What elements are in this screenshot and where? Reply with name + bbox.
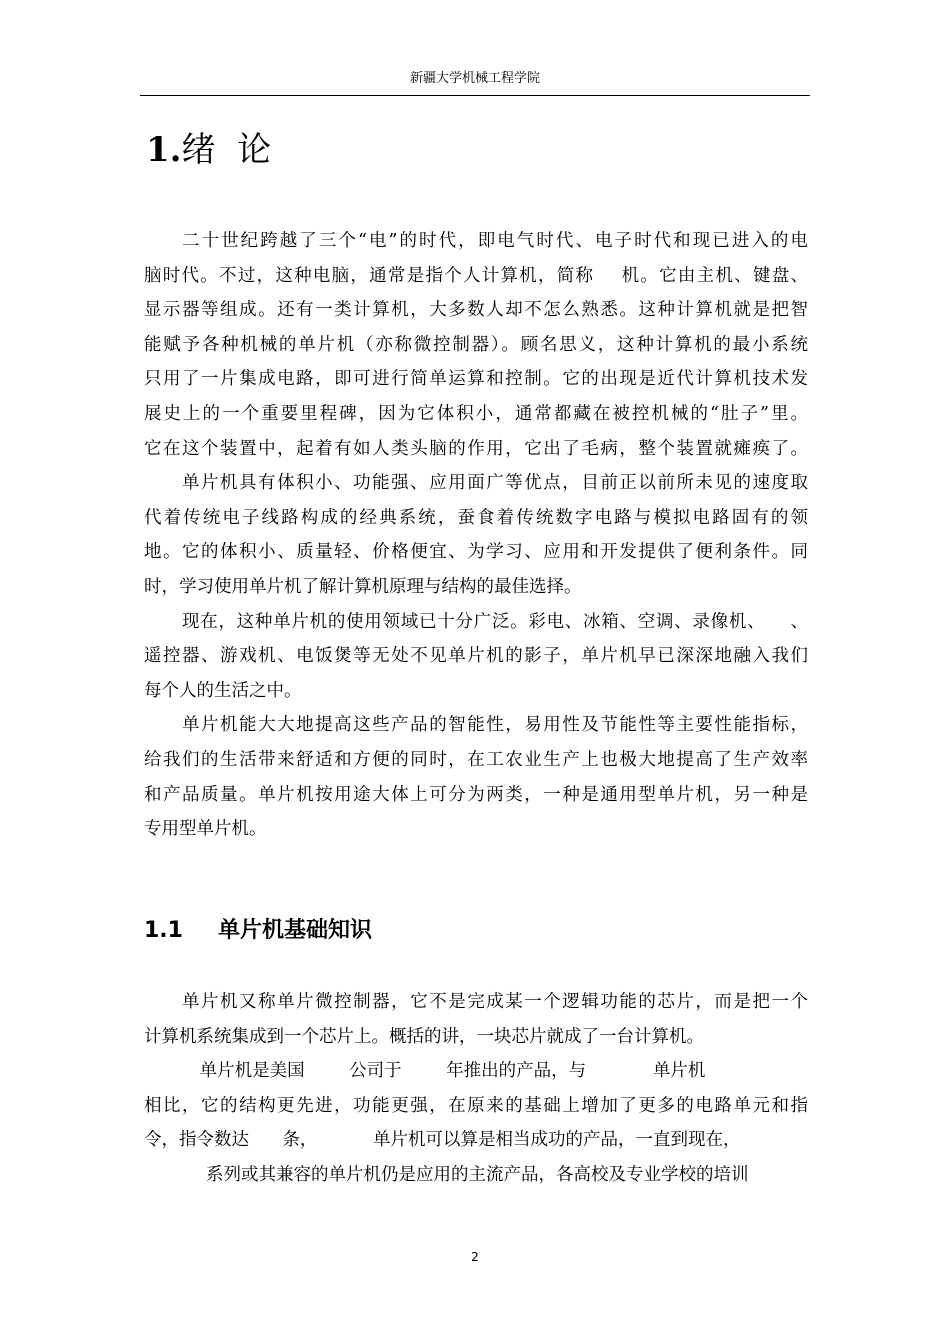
- header-rule: [140, 95, 810, 96]
- text-line: 相比，它的结构更先进，功能更强，在原来的基础上增加了更多的电路单元和指: [144, 1095, 808, 1116]
- text-line: 显示器等组成。还有一类计算机，大多数人却不怎么熟悉。这种计算机就是把智: [144, 300, 808, 321]
- text-line: 展史上的一个重要里程碑，因为它体积小，通常都藏在被控机械的“肚子”里。: [144, 403, 808, 424]
- text-line: 能赋予各种机械的单片机（亦称微控制器）。顾名思义，这种计算机的最小系统: [144, 334, 808, 355]
- section-heading: [144, 915, 372, 947]
- intro-text: [144, 224, 808, 847]
- text-line: 二十世纪跨越了三个“电”的时代，即电气时代、电子时代和现已进入的电: [182, 231, 808, 251]
- text-line: 单片机又称单片微控制器，它不是完成某一个逻辑功能的芯片，而是把一个: [182, 992, 808, 1012]
- text-line: 时，学习使用单片机了解计算机原理与结构的最佳选择。: [144, 576, 582, 597]
- text-line: 令，指令数达 条， 单片机可以算是相当成功的产品，一直到现在，: [144, 1130, 741, 1151]
- chapter-number: 1.: [146, 130, 182, 170]
- text-line: 地。它的体积小、质量轻、价格便宜、为学习、应用和开发提供了便利条件。同: [144, 542, 808, 563]
- text-line: 计算机系统集成到一个芯片上。概括的讲，一块芯片就成了一台计算机。: [144, 1026, 704, 1047]
- text-line: 专用型单片机。: [144, 819, 267, 840]
- chapter-title-text: 绪 论: [181, 130, 272, 170]
- section-title-text: 单片机基础知识: [218, 918, 373, 943]
- text-line: 脑时代。不过，这种电脑，通常是指个人计算机，简称 机。它由主机、键盘、: [144, 265, 808, 286]
- text-line: 遥控器、游戏机、电饭煲等无处不见单片机的影子，单片机早已深深地融入我们: [144, 646, 808, 667]
- section-text: [144, 985, 808, 1193]
- text-line: 每个人的生活之中。: [144, 680, 302, 701]
- page-number: 2: [471, 1250, 479, 1264]
- text-line: 代着传统电子线路构成的经典系统，蚕食着传统数字电路与模拟电路固有的领: [144, 507, 808, 528]
- text-line: 它在这个装置中，起着有如人类头脑的作用，它出了毛病，整个装置就瘫痪了。: [144, 438, 808, 459]
- chapter-title: [146, 128, 271, 172]
- page-header: 新疆大学机械工程学院: [409, 71, 540, 86]
- text-line: 现在，这种单片机的使用领域已十分广泛。彩电、冰箱、空调、录像机、 、: [182, 611, 808, 632]
- section-number: 1.1: [144, 918, 183, 943]
- text-line: 系列或其兼容的单片机仍是应用的主流产品，各高校及专业学校的培训: [206, 1164, 749, 1185]
- text-line: 和产品质量。单片机按用途大体上可分为两类，一种是通用型单片机，另一种是: [144, 784, 808, 805]
- text-line: 单片机能大大地提高这些产品的智能性，易用性及节能性等主要性能指标，: [182, 715, 808, 736]
- text-line: 给我们的生活带来舒适和方便的同时，在工农业生产上也极大地提高了生产效率: [144, 749, 808, 770]
- text-line: 单片机是美国 公司于 年推出的产品，与 单片机: [144, 1061, 706, 1082]
- text-line: 只用了一片集成电路，即可进行简单运算和控制。它的出现是近代计算机技术发: [144, 369, 808, 390]
- text-line: 单片机具有体积小、功能强、应用面广等优点，目前正以前所未见的速度取: [182, 473, 808, 494]
